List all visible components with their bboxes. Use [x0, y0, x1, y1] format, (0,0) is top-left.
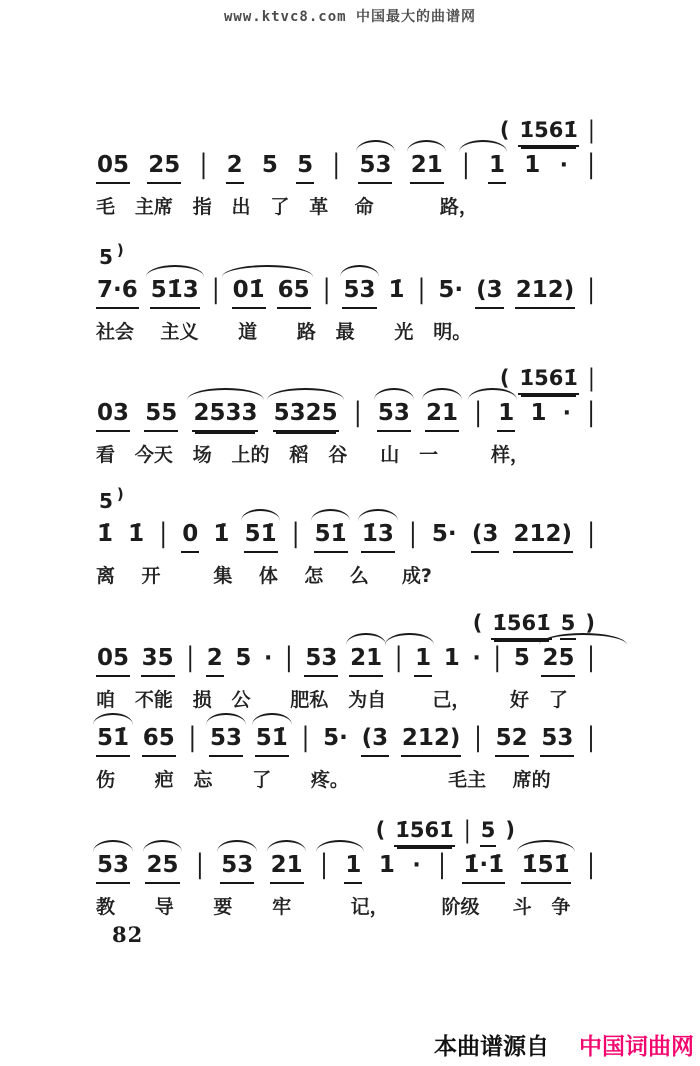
note-token: 212): [515, 277, 576, 309]
note-token: 1̇561̇: [394, 818, 454, 847]
note-token: 2: [226, 152, 244, 184]
notes-row: [96, 274, 596, 315]
note-token: 25: [541, 645, 575, 677]
page-number: 82: [112, 922, 144, 947]
note-token: 7·6: [96, 277, 139, 309]
score-system-6: [96, 722, 596, 792]
note-token: 1: [497, 400, 515, 432]
note-token: ·: [412, 853, 421, 878]
note-token: 53: [96, 852, 130, 884]
lyrics-row: 教 导 要 牢 记， 阶级 斗 争: [96, 896, 571, 918]
note-token: 5: [99, 489, 113, 513]
note-token: 1̇561̇: [491, 611, 551, 640]
note-token: (: [375, 818, 386, 842]
pickup-phrase: [375, 818, 516, 847]
note-token: ): [116, 241, 124, 259]
barline: |: [587, 849, 595, 880]
barline: |: [474, 397, 483, 428]
note-token: 52: [495, 725, 529, 757]
note-token: 53: [209, 725, 243, 757]
note-token: (: [499, 366, 510, 390]
barline: |: [438, 849, 446, 880]
pickup-phrase: [499, 366, 596, 395]
notes-row: [96, 642, 596, 683]
note-token: 21: [410, 152, 444, 184]
barline: |: [186, 642, 195, 673]
barline: |: [587, 642, 595, 673]
barline: |: [353, 397, 362, 428]
slur-arc: [93, 713, 132, 725]
barline: |: [394, 642, 403, 673]
note-token: 05: [96, 152, 130, 184]
footer-credit: [434, 1028, 694, 1061]
note-token: 53: [540, 725, 574, 757]
note-token: 1: [443, 645, 460, 671]
note-token: 55: [144, 400, 178, 432]
barline: |: [417, 274, 426, 305]
pickup-phrase: [499, 118, 596, 147]
note-token: 21: [270, 852, 304, 884]
note-token: 1̇: [97, 521, 114, 547]
note-token: 0: [181, 521, 199, 553]
slur-arc: [252, 713, 291, 725]
site-watermark-header: www.ktvc8.com 中国最大的曲谱网: [223, 9, 476, 25]
system-annotation-row: [96, 611, 596, 645]
notes-row: [96, 149, 596, 190]
notes-row: [96, 849, 596, 890]
barline: |: [493, 642, 502, 673]
barline: |: [587, 722, 595, 753]
barline: |: [462, 149, 470, 180]
note-token: 21: [349, 645, 383, 677]
note-token: 1̇51̇: [521, 852, 571, 884]
barline: |: [195, 849, 204, 880]
carryover-note: [98, 485, 125, 513]
note-token: 65: [277, 277, 311, 309]
note-token: 53: [342, 277, 376, 309]
note-token: 53: [220, 852, 254, 884]
note-token: 5: [296, 152, 314, 184]
note-token: 5: [99, 245, 113, 269]
note-token: 53: [377, 400, 411, 432]
note-token: 5·: [431, 521, 457, 547]
barline: |: [211, 274, 220, 305]
note-token: 1̇3: [361, 521, 395, 553]
barline: |: [291, 518, 300, 549]
note-token: 65: [142, 725, 176, 757]
barline: |: [159, 518, 168, 549]
note-token: 1̇: [388, 277, 405, 303]
score-system-4: [96, 487, 596, 588]
note-token: ·: [472, 646, 481, 671]
note-token: ): [585, 611, 595, 635]
note-token: ·: [562, 401, 572, 426]
note-token: 51̇: [255, 725, 289, 757]
barline: |: [587, 116, 595, 144]
score-system-1: [96, 118, 596, 219]
note-token: 1: [488, 152, 506, 184]
barline: |: [587, 274, 595, 305]
note-token: 25: [147, 152, 181, 184]
note-token: 1̇561̇: [518, 366, 578, 395]
barline: |: [474, 722, 482, 753]
score-system-2: [96, 243, 596, 344]
lyrics-row: 伤 疤 忘 了 疼。 毛主 席的: [96, 769, 551, 791]
note-token: 1: [530, 400, 547, 426]
note-token: 1̇·1̇: [462, 852, 505, 884]
note-token: ): [505, 818, 515, 842]
note-token: 1: [378, 852, 395, 878]
note-token: 5: [235, 645, 252, 671]
note-token: 5: [513, 645, 530, 671]
lyrics-row: 离 开 集 体 怎 么 成?: [96, 565, 432, 587]
system-annotation-row: [96, 118, 596, 152]
score-system-7: [96, 818, 596, 919]
note-token: (3: [361, 725, 390, 757]
note-token: 212): [513, 521, 574, 553]
note-token: 51̇: [314, 521, 348, 553]
barline: |: [188, 722, 197, 753]
footer-source-label: 本曲谱源自: [434, 1034, 549, 1060]
note-token: 1: [524, 152, 541, 178]
note-token: ·: [264, 646, 273, 671]
barline: |: [587, 397, 595, 428]
note-token: 25: [145, 852, 179, 884]
note-token: 5: [261, 152, 278, 178]
note-token: 5·: [438, 277, 464, 303]
note-token: 2533: [192, 400, 258, 432]
note-token: 212): [401, 725, 462, 757]
note-token: 05: [96, 645, 130, 677]
lyrics-row: 咱 不能 损 公 肥私 为自 己， 好 了: [96, 689, 568, 711]
note-token: 5: [480, 818, 497, 847]
note-token: (3: [471, 521, 500, 553]
barline: |: [587, 149, 595, 180]
footer-brand-link: 中国词曲网: [579, 1034, 694, 1060]
note-token: 1: [414, 645, 432, 677]
note-token: 1̇561̇: [518, 118, 578, 147]
note-token: ·: [559, 153, 568, 178]
barline: |: [320, 849, 328, 880]
note-token: 5: [560, 611, 577, 640]
system-annotation-row: [96, 366, 596, 400]
note-token: 51̇3: [150, 277, 200, 309]
barline: |: [199, 149, 208, 180]
note-token: 53: [358, 152, 392, 184]
carryover-note: [98, 241, 125, 269]
note-token: 5·: [323, 725, 348, 751]
barline: |: [409, 518, 417, 549]
score-system-3: [96, 366, 596, 467]
note-token: 2: [206, 645, 224, 677]
lyrics-row: 毛 主席 指 出 了 革 命 路，: [96, 196, 478, 218]
note-token: 5325: [273, 400, 339, 432]
lyrics-row: 看 今天 场 上的 稻 谷 山 一 样，: [96, 444, 530, 466]
note-token: 51̇: [244, 521, 278, 553]
score-system-5: [96, 611, 596, 712]
note-token: 03: [96, 400, 130, 432]
notes-row: [96, 722, 596, 763]
note-token: 01̇: [232, 277, 266, 309]
note-token: (: [472, 611, 483, 635]
barline: |: [301, 722, 310, 753]
notes-row: [96, 397, 596, 438]
barline: |: [332, 149, 341, 180]
lyrics-row: 社会 主义 道 路 最 光 明。: [96, 321, 472, 343]
note-token: (: [499, 118, 510, 142]
slur-arc: [206, 713, 245, 725]
barline: |: [463, 816, 471, 844]
note-token: 53: [304, 645, 338, 677]
barline: |: [285, 642, 293, 673]
note-token: 21: [425, 400, 459, 432]
note-token: 1: [344, 852, 362, 884]
note-token: 51̇: [96, 725, 130, 757]
note-token: 1̇: [128, 521, 145, 547]
note-token: (3: [475, 277, 504, 309]
notes-row: [96, 518, 596, 559]
barline: |: [322, 274, 331, 305]
note-token: 1̇: [213, 521, 230, 547]
note-token: ): [116, 485, 124, 503]
barline: |: [587, 364, 595, 392]
barline: |: [587, 518, 595, 549]
note-token: 35: [141, 645, 175, 677]
